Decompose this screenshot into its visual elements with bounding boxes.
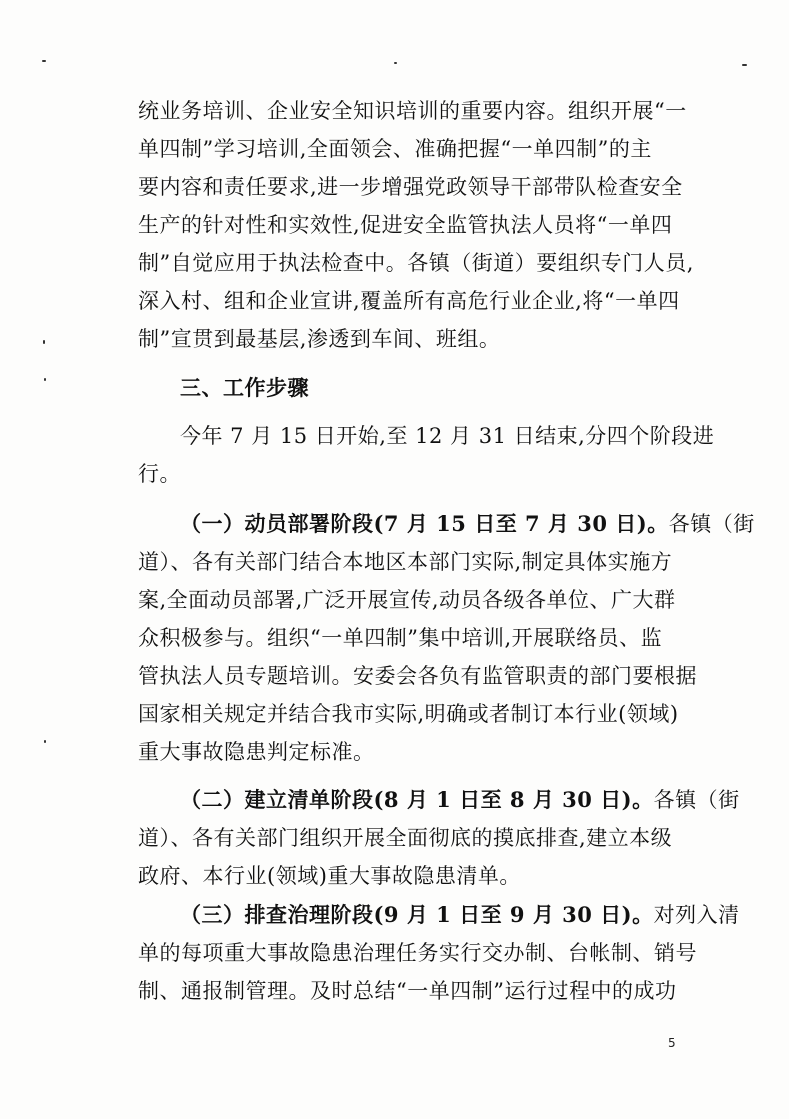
stage1-first-line [180, 510, 755, 538]
body-line-7: 制”宣贯到最基层,渗透到车间、班组。 [138, 327, 501, 351]
stage3-first-line [180, 901, 740, 929]
scan-speck [394, 62, 397, 64]
stage1-line-6: 国家相关规定并结合我市实际,明确或者制订本行业(领域) [138, 702, 679, 726]
scan-speck [44, 740, 46, 743]
stage2-first-line-rest: 各镇（街 [653, 788, 740, 812]
schedule-intro-line-2: 行。 [138, 462, 181, 486]
body-line-2: 单四制”学习培训,全面领会、准确把握“一单四制”的主 [138, 137, 652, 161]
body-line-1: 统业务培训、企业安全知识培训的重要内容。组织开展“一 [138, 99, 687, 123]
body-line-4: 生产的针对性和实效性,促进安全监管执法人员将“一单四 [138, 213, 673, 237]
stage2-first-line [180, 786, 740, 814]
stage1-line-2: 道）、各有关部门结合本地区本部门实际,制定具体实施方 [138, 550, 673, 574]
scan-speck [43, 340, 45, 344]
stage1-line-3: 案,全面动员部署,广泛开展宣传,动员各级各单位、广大群 [138, 588, 676, 612]
stage2-line-3: 政府、本行业(领域)重大事故隐患清单。 [138, 864, 521, 888]
stage1-line-5: 管执法人员专题培训。安委会各负有监管职责的部门要根据 [138, 664, 697, 688]
stage1-line-4: 众积极参与。组织“一单四制”集中培训,开展联络员、监 [138, 626, 663, 650]
stage2-line-2: 道）、各有关部门组织开展全面彻底的摸底排查,建立本级 [138, 826, 673, 850]
section-heading: 三、工作步骤 [180, 375, 309, 400]
body-line-6: 深入村、组和企业宣讲,覆盖所有高危行业企业,将“一单四 [138, 289, 680, 313]
page-number: 5 [668, 1036, 676, 1050]
stage1-title: （一）动员部署阶段(7 月 15 日至 7 月 30 日)。 [180, 511, 669, 536]
schedule-intro-line-1: 今年 7 月 15 日开始,至 12 月 31 日结束,分四个阶段进 [180, 424, 715, 448]
stage3-first-line-rest: 对列入清 [653, 903, 740, 927]
stage1-first-line-rest: 各镇（街 [668, 512, 755, 536]
scan-speck [42, 60, 46, 62]
stage1-line-7: 重大事故隐患判定标准。 [138, 740, 375, 764]
stage3-line-2: 单的每项重大事故隐患治理任务实行交办制、台帐制、销号 [138, 941, 697, 965]
stage2-title: （二）建立清单阶段(8 月 1 日至 8 月 30 日)。 [180, 787, 654, 812]
body-line-3: 要内容和责任要求,进一步增强党政领导干部带队检查安全 [138, 175, 683, 199]
scan-speck [742, 64, 747, 66]
stage3-line-3: 制、通报制管理。及时总结“一单四制”运行过程中的成功 [138, 979, 677, 1003]
body-line-5: 制”自觉应用于执法检查中。各镇（街道）要组织专门人员, [138, 251, 694, 275]
stage3-title: （三）排查治理阶段(9 月 1 日至 9 月 30 日)。 [180, 902, 654, 927]
scan-speck [44, 378, 46, 381]
